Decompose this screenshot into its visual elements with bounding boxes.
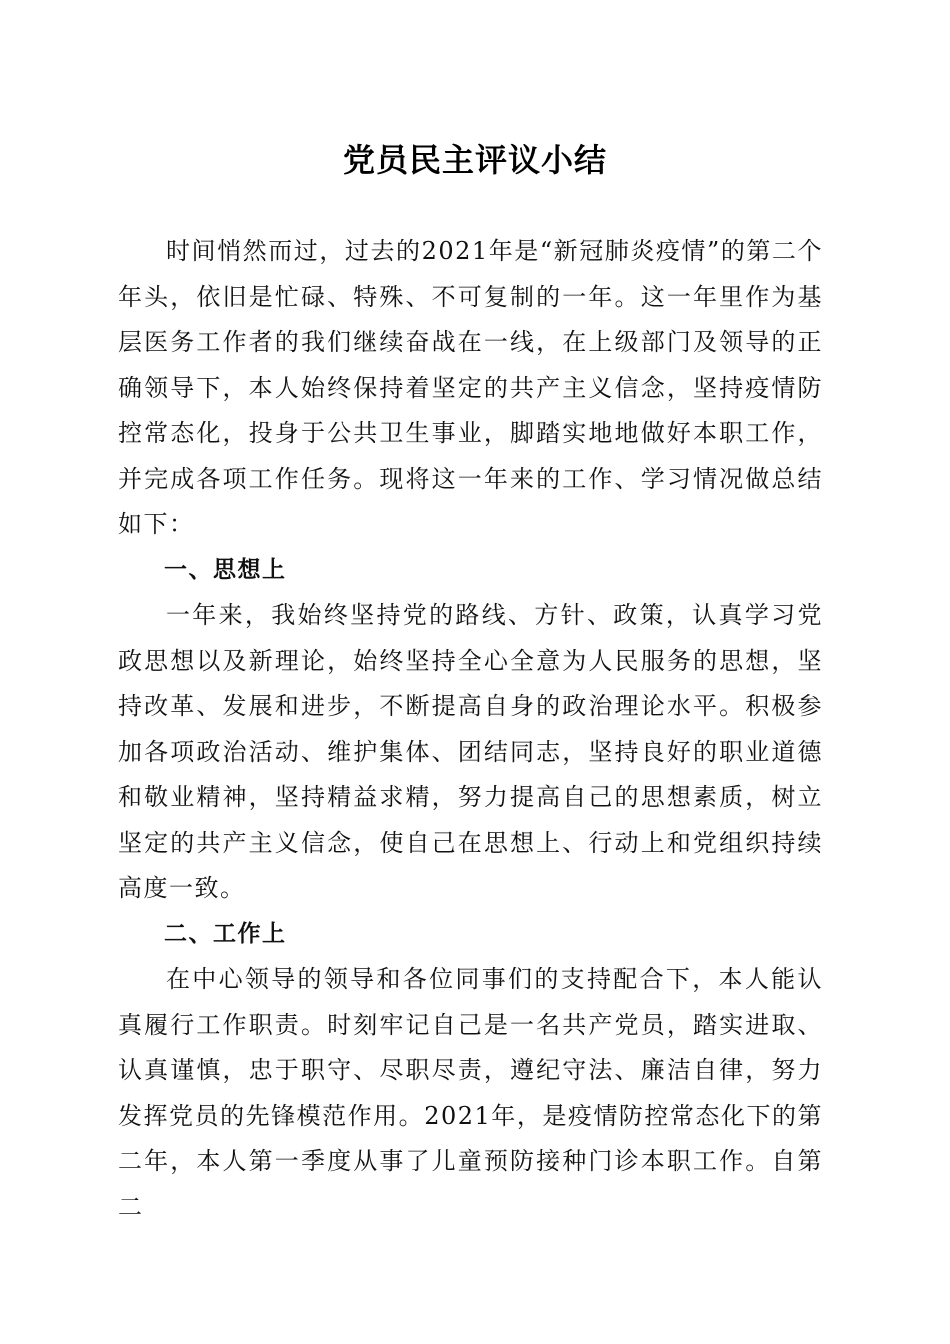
section-heading-work: 二、工作上 [164, 920, 287, 947]
intro-paragraph: 时间悄然而过，过去的2021年是“新冠肺炎疫情”的第二个年头，依旧是忙碌、特殊、不可复制的一年。这一年里作为基层医务工作者的我们继续奋战在一线，在上级部门及领导的正确领导下，本人始终保持着坚定的共产主义信念，坚持疫情防控常态化，投身于公共卫生事业，脚踏实地地做好本职工作，并完成各项工作任务。现将这一年来的工作、学习情况做总结如下： [118, 237, 823, 538]
document-title: 党员民主评议小结 [342, 141, 607, 179]
section-heading-thought: 一、思想上 [164, 556, 287, 583]
document-body [118, 229, 823, 1230]
section-paragraph-work: 在中心领导的领导和各位同事们的支持配合下，本人能认真履行工作职责。时刻牢记自己是一名共产党员，踏实进取、认真谨慎，忠于职守、尽职尽责，遵纪守法、廉洁自律，努力发挥党员的先锋模范作用。2021年，是疫情防控常态化下的第二年，本人第一季度从事了儿童预防接种门诊本职工作。自第二 [118, 965, 823, 1221]
section-paragraph-thought: 一年来，我始终坚持党的路线、方针、政策，认真学习党政思想以及新理论，始终坚持全心全意为人民服务的思想，坚持改革、发展和进步，不断提高自身的政治理论水平。积极参加各项政治活动、维护集体、团结同志，坚持良好的职业道德和敬业精神，坚持精益求精，努力提高自己的思想素质，树立坚定的共产主义信念，使自己在思想上、行动上和党组织持续高度一致。 [118, 601, 823, 902]
